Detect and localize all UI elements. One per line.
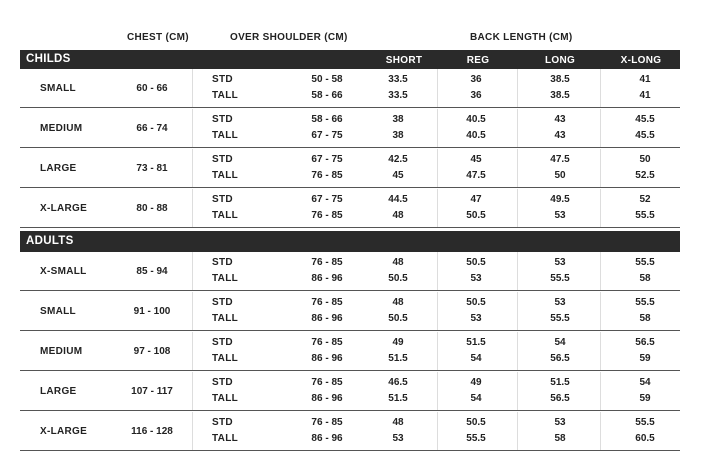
short-value: 42.5 [388,154,408,165]
fit-label: STD [212,257,233,268]
size-label: X-LARGE [40,426,88,437]
short-value: 33.5 [388,90,408,101]
size-label: LARGE [40,163,77,174]
column-divider [437,69,438,107]
reg-value: 40.5 [466,114,486,125]
column-divider [517,149,518,187]
column-divider [517,412,518,450]
xlong-value: 58 [639,313,651,324]
chest-value: 66 - 74 [136,123,168,134]
column-divider [192,372,193,410]
column-divider [192,149,193,187]
shoulder-value: 76 - 85 [311,337,343,348]
column-divider [600,252,601,290]
long-value: 47.5 [550,154,570,165]
xlong-value: 54 [639,377,651,388]
xlong-value: 59 [639,393,651,404]
column-divider [437,372,438,410]
long-value: 49.5 [550,194,570,205]
xlong-value: 55.5 [635,210,655,221]
column-divider [600,412,601,450]
shoulder-value: 67 - 75 [311,154,343,165]
fit-label: TALL [212,130,239,141]
column-divider [600,372,601,410]
fit-label: TALL [212,393,239,404]
size-label: SMALL [40,306,76,317]
reg-value: 47.5 [466,170,486,181]
column-divider [517,69,518,107]
short-value: 53 [392,433,404,444]
shoulder-value: 86 - 96 [311,273,343,284]
short-value: 51.5 [388,353,408,364]
column-divider [192,189,193,227]
size-label: LARGE [40,386,77,397]
short-value: 48 [392,210,404,221]
column-divider [517,292,518,330]
column-divider [600,189,601,227]
long-value: 38.5 [550,74,570,85]
reg-value: 54 [470,393,482,404]
section-title: ADULTS [26,234,74,247]
long-value: 43 [554,130,566,141]
xlong-value: 52.5 [635,170,655,181]
shoulder-value: 58 - 66 [311,114,343,125]
long-value: 56.5 [550,353,570,364]
reg-value: 50.5 [466,417,486,428]
xlong-value: 59 [639,353,651,364]
size-label: SMALL [40,83,76,94]
long-value: 53 [554,210,566,221]
column-divider [437,252,438,290]
long-value: 51.5 [550,377,570,388]
short-value: 33.5 [388,74,408,85]
size-label: X-LARGE [40,203,88,214]
short-value: 46.5 [388,377,408,388]
reg-value: 53 [470,273,482,284]
column-divider [192,332,193,370]
shoulder-value: 76 - 85 [311,417,343,428]
fit-label: TALL [212,273,239,284]
section-header-adults [20,231,680,252]
fit-label: TALL [212,170,239,181]
shoulder-value: 76 - 85 [311,297,343,308]
xlong-value: 45.5 [635,114,655,125]
column-divider [437,189,438,227]
shoulder-value: 76 - 85 [311,210,343,221]
short-value: 50.5 [388,273,408,284]
long-value: 53 [554,297,566,308]
long-value: 53 [554,257,566,268]
xlong-value: 60.5 [635,433,655,444]
reg-value: 36 [470,74,482,85]
chest-value: 73 - 81 [136,163,168,174]
header-long: LONG [544,55,576,66]
short-value: 48 [392,417,404,428]
table-row [20,332,680,371]
column-divider [437,109,438,147]
reg-value: 47 [470,194,482,205]
shoulder-value: 86 - 96 [311,353,343,364]
table-row [20,252,680,291]
fit-label: TALL [212,353,239,364]
long-value: 58 [554,433,566,444]
header-xlong: X-LONG [620,55,662,66]
reg-value: 45 [470,154,482,165]
xlong-value: 50 [639,154,651,165]
short-value: 50.5 [388,313,408,324]
reg-value: 40.5 [466,130,486,141]
xlong-value: 45.5 [635,130,655,141]
long-value: 55.5 [550,313,570,324]
chest-value: 60 - 66 [136,83,168,94]
column-divider [437,332,438,370]
chest-value: 80 - 88 [136,203,168,214]
chest-value: 116 - 128 [131,426,173,437]
column-divider [517,189,518,227]
short-value: 48 [392,257,404,268]
header-chest: CHEST (CM) [127,32,189,43]
chest-value: 85 - 94 [136,266,168,277]
column-divider [517,332,518,370]
shoulder-value: 50 - 58 [311,74,343,85]
xlong-value: 52 [639,194,651,205]
short-value: 51.5 [388,393,408,404]
fit-label: STD [212,154,233,165]
xlong-value: 41 [639,74,651,85]
table-row [20,149,680,188]
column-divider [192,292,193,330]
shoulder-value: 58 - 66 [311,90,343,101]
size-label: MEDIUM [40,123,83,134]
column-divider [192,412,193,450]
long-value: 43 [554,114,566,125]
size-label: MEDIUM [40,346,83,357]
column-divider [600,292,601,330]
column-divider [437,149,438,187]
table-row [20,292,680,331]
short-value: 49 [392,337,404,348]
short-value: 44.5 [388,194,408,205]
fit-label: TALL [212,313,239,324]
reg-value: 53 [470,313,482,324]
xlong-value: 55.5 [635,297,655,308]
long-value: 54 [554,337,566,348]
column-divider [517,109,518,147]
header-over-shoulder: OVER SHOULDER (CM) [230,32,348,43]
chest-value: 91 - 100 [133,306,171,317]
chest-value: 97 - 108 [133,346,171,357]
header-back-length: BACK LENGTH (CM) [470,32,573,43]
short-value: 38 [392,130,404,141]
long-value: 53 [554,417,566,428]
column-divider [437,412,438,450]
fit-label: STD [212,114,233,125]
fit-label: STD [212,74,233,85]
column-divider [600,109,601,147]
long-value: 38.5 [550,90,570,101]
table-row [20,189,680,228]
xlong-value: 55.5 [635,257,655,268]
fit-label: TALL [212,210,239,221]
reg-value: 54 [470,353,482,364]
fit-label: STD [212,337,233,348]
shoulder-value: 76 - 85 [311,377,343,388]
fit-label: STD [212,417,233,428]
shoulder-value: 86 - 96 [311,393,343,404]
shoulder-value: 67 - 75 [311,130,343,141]
reg-value: 55.5 [466,433,486,444]
chest-value: 107 - 117 [131,386,173,397]
column-divider [437,292,438,330]
shoulder-value: 76 - 85 [311,170,343,181]
shoulder-value: 76 - 85 [311,257,343,268]
short-value: 45 [392,170,404,181]
shoulder-value: 86 - 96 [311,433,343,444]
column-divider [600,69,601,107]
column-divider [192,69,193,107]
reg-value: 50.5 [466,210,486,221]
reg-value: 36 [470,90,482,101]
long-value: 50 [554,170,566,181]
long-value: 56.5 [550,393,570,404]
reg-value: 50.5 [466,257,486,268]
column-divider [600,332,601,370]
short-value: 38 [392,114,404,125]
header-short: SHORT [385,55,423,66]
column-divider [192,109,193,147]
table-row [20,412,680,451]
section-header-childs [20,50,680,69]
long-value: 55.5 [550,273,570,284]
table-row [20,109,680,148]
xlong-value: 56.5 [635,337,655,348]
xlong-value: 41 [639,90,651,101]
fit-label: TALL [212,90,239,101]
reg-value: 49 [470,377,482,388]
fit-label: STD [212,297,233,308]
shoulder-value: 67 - 75 [311,194,343,205]
table-row [20,372,680,411]
column-divider [517,252,518,290]
section-title: CHILDS [26,52,71,65]
size-label: X-SMALL [40,266,87,277]
table-row [20,69,680,108]
xlong-value: 58 [639,273,651,284]
column-divider [600,149,601,187]
xlong-value: 55.5 [635,417,655,428]
fit-label: STD [212,194,233,205]
shoulder-value: 86 - 96 [311,313,343,324]
reg-value: 50.5 [466,297,486,308]
fit-label: STD [212,377,233,388]
fit-label: TALL [212,433,239,444]
column-divider [517,372,518,410]
header-reg: REG [466,55,490,66]
reg-value: 51.5 [466,337,486,348]
short-value: 48 [392,297,404,308]
column-divider [192,252,193,290]
